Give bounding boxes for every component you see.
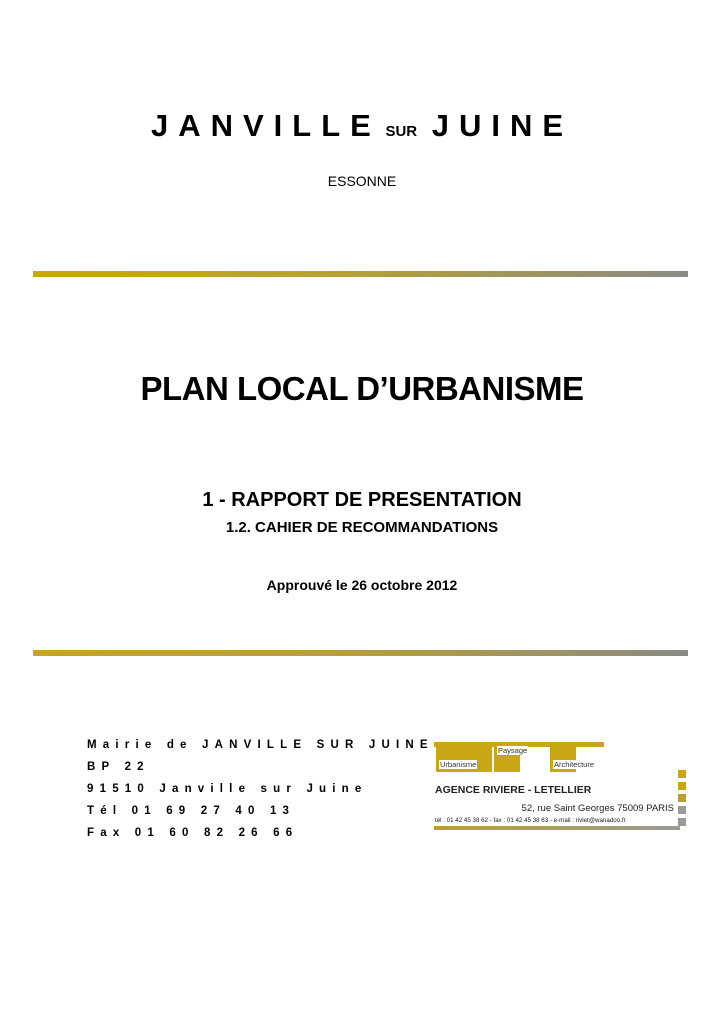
logo-square [678, 794, 686, 802]
document-section: 1.2. CAHIER DE RECOMMANDATIONS [225, 519, 499, 536]
agency-street: 52, rue Saint Georges 75009 PARIS [521, 803, 674, 814]
logo-square [678, 782, 686, 790]
divider-bottom [33, 650, 688, 656]
town-title [0, 108, 724, 144]
logo-tab-architecture [550, 746, 595, 772]
agency-logo [434, 742, 688, 830]
address-line: BP 22 [87, 761, 150, 773]
logo-square [678, 806, 686, 814]
document-subtitle: 1 - RAPPORT DE PRESENTATION [202, 489, 522, 511]
logo-square [678, 818, 686, 826]
logo-bottom-bar [434, 826, 680, 830]
divider-top [33, 271, 688, 277]
address-phone: Tél 01 69 27 40 13 [87, 805, 296, 817]
department-name: ESSONNE [327, 173, 397, 189]
document-title: PLAN LOCAL D’URBANISME [140, 370, 584, 407]
address-line: 91510 Janville sur Juine [87, 783, 368, 795]
logo-tab-urbanisme [436, 746, 492, 772]
logo-square [678, 770, 686, 778]
town-name-part1: JANVILLE [150, 108, 381, 143]
approval-date: Approuvé le 26 octobre 2012 [266, 577, 458, 593]
town-name-part2: JUINE [431, 108, 574, 143]
address-line: Mairie de JANVILLE SUR JUINE [87, 739, 434, 751]
mairie-address [87, 734, 434, 844]
agency-name: AGENCE RIVIERE - LETELLIER [435, 784, 592, 796]
logo-tab-label: Paysage [498, 746, 528, 755]
agency-contact: tél : 01 42 45 38 62 - fax : 01 42 45 38 63 - e-mail : rivlet@wanadoo.fr [435, 817, 626, 824]
logo-tab-label: Urbanisme [440, 760, 477, 769]
address-fax: Fax 01 60 82 26 66 [87, 827, 299, 839]
logo-tab-paysage [494, 746, 528, 772]
town-name-sur: SUR [385, 123, 418, 140]
logo-tab-label: Architecture [554, 760, 595, 769]
